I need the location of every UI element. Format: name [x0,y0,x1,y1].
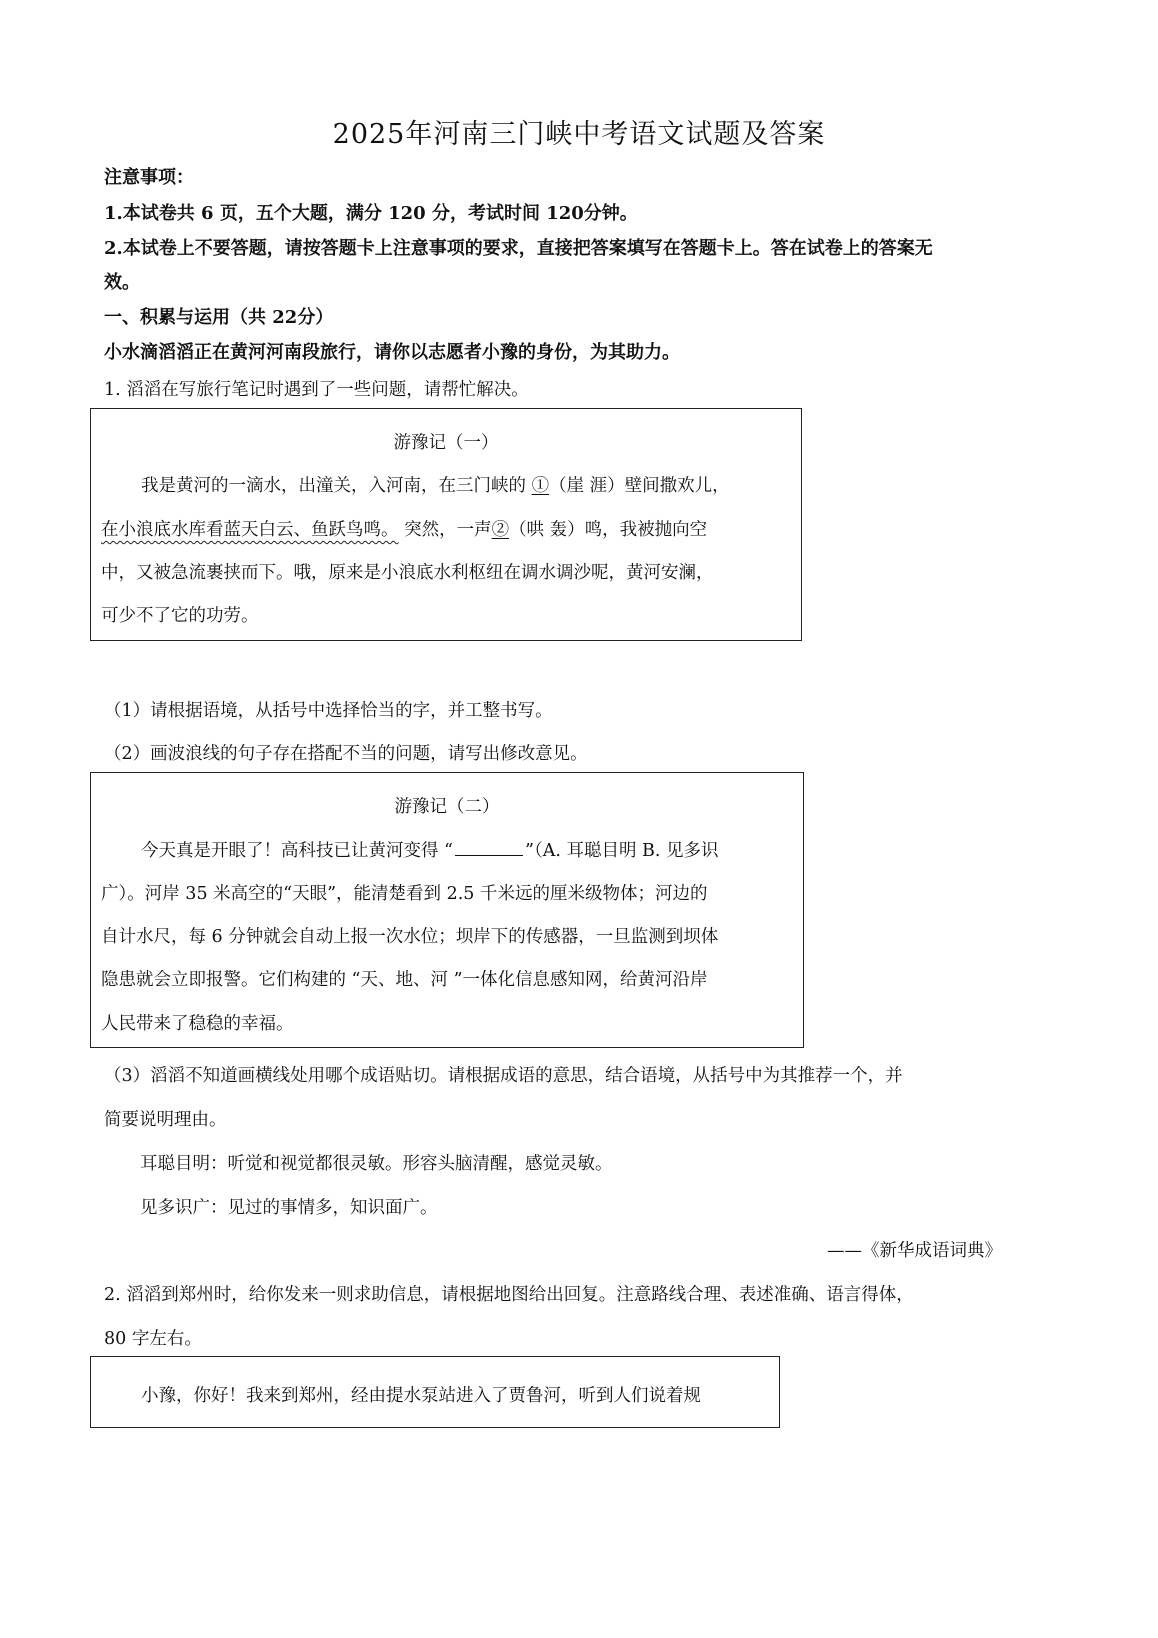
notice-heading: 注意事项： [104,167,194,188]
travel-note-2-line-3: 自计水尺，每 6 分钟就会自动上报一次水位；坝岸下的传感器，一旦监测到坝体 [101,927,719,947]
question-2-stem-line-1: 2. 滔滔到郑州时，给你发来一则求助信息，请根据地图给出回复。注意路线合理、表述准确、语言得体， [104,1285,914,1305]
travel-note-1-line-1-b: （崖 涯）壁间撒欢儿， [549,476,730,496]
travel-note-2-line-1 [141,837,719,862]
notice-item-2-line-2: 效。 [104,272,140,293]
blank-marker-2: ② [491,520,510,540]
question-2-stem-line-2: 80 字左右。 [104,1329,202,1349]
travel-note-box-2 [90,772,804,1048]
sub-question-3-line-2: 简要说明理由。 [104,1110,227,1130]
notice-item-2-line-1: 2.本试卷上不要答题，请按答题卡上注意事项的要求，直接把答案填写在答题卡上。答在试卷上的答案无 [104,238,933,259]
idiom-definition-2: 见多识广：见过的事情多，知识面广。 [140,1198,438,1218]
help-message-box [90,1356,780,1428]
sub-question-2: （2）画波浪线的句子存在搭配不当的问题，请写出修改意见。 [104,744,588,764]
section-1-intro: 小水滴滔滔正在黄河河南段旅行，请你以志愿者小豫的身份，为其助力。 [104,342,680,363]
travel-note-1-line-2 [101,516,707,541]
idiom-definition-1: 耳聪目明：听觉和视觉都很灵敏。形容头脑清醒，感觉灵敏。 [140,1154,613,1174]
answer-blank [455,839,523,856]
travel-note-1-title: 游豫记（一） [393,433,499,453]
notice-item-1: 1.本试卷共 6 页，五个大题，满分 120 分，考试时间 120分钟。 [104,203,638,224]
travel-note-1-line-2-b: 突然，一声 [398,520,492,540]
travel-note-box-1 [90,408,802,641]
travel-note-1-line-4: 可少不了它的功劳。 [101,606,259,626]
travel-note-2-line-2: 广）。河岸 35 米高空的“天眼”，能清楚看到 2.5 千米远的厘米级物体；河边的 [101,884,708,904]
travel-note-2-line-1-a: 今天真是开眼了！高科技已让黄河变得 “ [141,841,454,861]
travel-note-1-line-3: 中，又被急流裹挟而下。哦，原来是小浪底水利枢纽在调水调沙呢，黄河安澜， [101,563,714,583]
travel-note-2-title: 游豫记（二） [394,797,500,817]
sub-question-1: （1）请根据语境，从括号中选择恰当的字，并工整书写。 [104,701,553,721]
page-title: 2025年河南三门峡中考语文试题及答案 [332,119,826,150]
travel-note-1-line-1 [141,472,730,497]
question-1-stem: 1. 滔滔在写旅行笔记时遇到了一些问题，请帮忙解决。 [104,380,529,400]
dictionary-source: ——《新华成语词典》 [827,1241,1002,1261]
travel-note-2-line-5: 人民带来了稳稳的幸福。 [101,1014,294,1034]
travel-note-2-line-1-b: ”（A. 耳聪目明 B. 见多识 [525,841,719,861]
help-message-line-1: 小豫，你好！我来到郑州，经由提水泵站进入了贾鲁河，听到人们说着规 [141,1386,701,1406]
wavy-underlined-sentence: 在小浪底水库看蓝天白云、鱼跃鸟鸣。 [101,520,399,540]
sub-question-3-line-1: （3）滔滔不知道画横线处用哪个成语贴切。请根据成语的意思，结合语境，从括号中为其推荐一个，并 [104,1066,903,1086]
travel-note-1-line-1-a: 我是黄河的一滴水，出潼关，入河南，在三门峡的 [141,476,532,496]
blank-marker-1: ① [531,476,550,496]
travel-note-1-line-2-c: （哄 轰）鸣，我被抛向空 [509,520,708,540]
section-1-heading: 一、积累与运用（共 22分） [104,307,334,328]
travel-note-2-line-4: 隐患就会立即报警。它们构建的 “天、地、河 ”一体化信息感知网，给黄河沿岸 [101,970,708,990]
